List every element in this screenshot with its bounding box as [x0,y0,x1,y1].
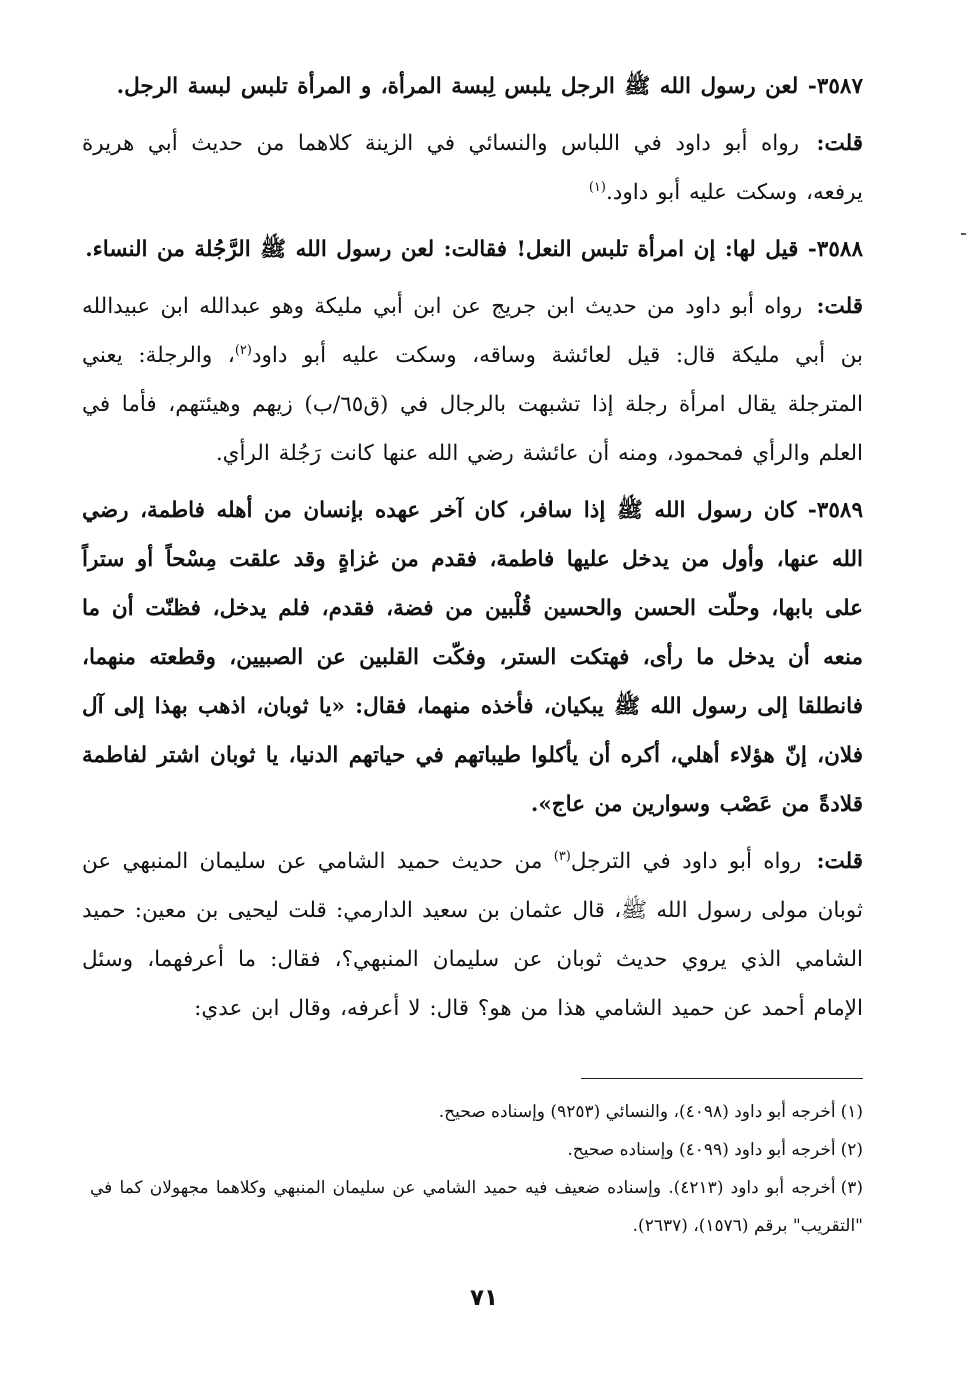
commentary-text: رواه أبو داود في الترجل [570,849,802,874]
footnote-2 [90,1131,863,1169]
footnote-ref-3: (٣) [553,848,571,864]
footnote-separator [581,1078,863,1079]
main-text [82,62,863,1041]
footnote-text: أخرجه أبو داود (٤٠٩٨)، والنسائي (٩٢٥٣) وإسناده صحيح. [438,1102,836,1122]
footnote-number: (١) [840,1102,863,1122]
footnote-number: (٢) [840,1140,863,1160]
footnote-text: أخرجه أبو داود (٤٠٩٩) وإسناده صحيح. [567,1140,836,1160]
hadith-number: ٣٥٨٩ [816,498,863,523]
qult-label: قلت: [816,849,864,874]
hadith-3589 [82,486,863,829]
commentary-text: رواه أبو داود من حديث ابن جريج عن ابن أبي مليكة وهو عبدالله ابن عبيدالله بن أبي مليكة قال: قيل لعائشة وساقه، وسكت عليه أبو داود [82,294,863,368]
page-number: ٧١ [469,1285,499,1311]
footnote-number: (٣) [840,1178,864,1198]
footnote-text: أخرجه أبو داود (٤٢١٣). وإسناده ضعيف فيه حميد الشامي عن سليمان المنبهي وكلاهما مجهولان كما في "التقريب" برقم (١٥٧٦)، (٢٦٣٧). [90,1178,863,1236]
commentary-3587 [82,119,863,217]
hadith-dash: - [807,74,817,99]
footnote-1 [90,1093,863,1131]
hadith-dash: - [807,237,817,262]
qult-label: قلت: [816,294,863,319]
footnote-3 [90,1169,863,1245]
footnote-ref-2: (٢) [234,342,252,358]
hadith-number: ٣٥٨٧ [816,74,863,99]
commentary-text-continued: ، والرجلة: يعني المترجلة يقال امرأة رجلة إذا تشبهت بالرجال في (ق٦٥/ب) زيهم وهيئتهم، فأما في العلم والرأي فمحمود، ومنه أن عائشة رضي الله عنها كانت رَجُلة الرأي. [82,343,864,466]
hadith-text: كان رسول الله ﷺ إذا سافر، كان آخر عهده بإنسان من أهله فاطمة، رضي الله عنها، وأول من يدخل عليها فاطمة، فقدم من غزاةٍ وقد علقت مِسْحاً أو ستراً على بابها، وحلّت الحسن والحسين قُلْبين من فضة، فقدم، فلم يدخل، فظنّت أن ما منعه أن يدخل ما رأى، فهتكت الستر، وفكّت القلبين عن الصبيين، وقطعته منهما، فانطلقا إلى رسول الله ﷺ يبكيان، فأخذه منهما، فقال: «يا ثوبان، اذهب بهذا إلى آل فلان، إنّ هؤلاء أهلي، أكره أن يأكلوا طيباتهم في حياتهم الدنيا، يا ثوبان اشتر لفاطمة قلادةً من عَصْب وسوارين من عاج». [82,498,863,817]
footnote-ref-1: (١) [588,179,606,195]
footnotes [90,1093,863,1245]
commentary-text-continued: من حديث حميد الشامي عن سليمان المنبهي عن ثوبان مولى رسول الله ﷺ، قال عثمان بن سعيد الدارمي: قلت ليحيى بن معين: حميد الشامي الذي يروي حديث ثوبان عن سليمان المنبهي؟، فقال: ما أعرفهما، وسئل الإمام أحمد عن حميد الشامي هذا من هو؟ قال: لا أعرفه، وقال ابن عدي: [82,849,863,1021]
hadith-3588 [82,225,863,274]
commentary-text: رواه أبو داود في اللباس والنسائي في الزينة كلاهما من حديث أبي هريرة يرفعه، وسكت عليه أبو داود. [82,131,863,205]
qult-label: قلت: [816,131,863,156]
hadith-number: ٣٥٨٨ [816,237,863,262]
commentary-3588 [82,282,863,478]
hadith-text: قيل لها: إن امرأة تلبس النعل! فقالت: لعن رسول الله ﷺ الرَّجُلة من النساء. [85,237,799,262]
scan-artifact [961,233,966,235]
hadith-3587 [82,62,863,111]
commentary-3589 [82,837,863,1033]
hadith-text: لعن رسول الله ﷺ الرجل يلبس لِبسة المرأة، و المرأة تلبس لبسة الرجل. [116,74,799,99]
hadith-dash: - [807,498,817,523]
